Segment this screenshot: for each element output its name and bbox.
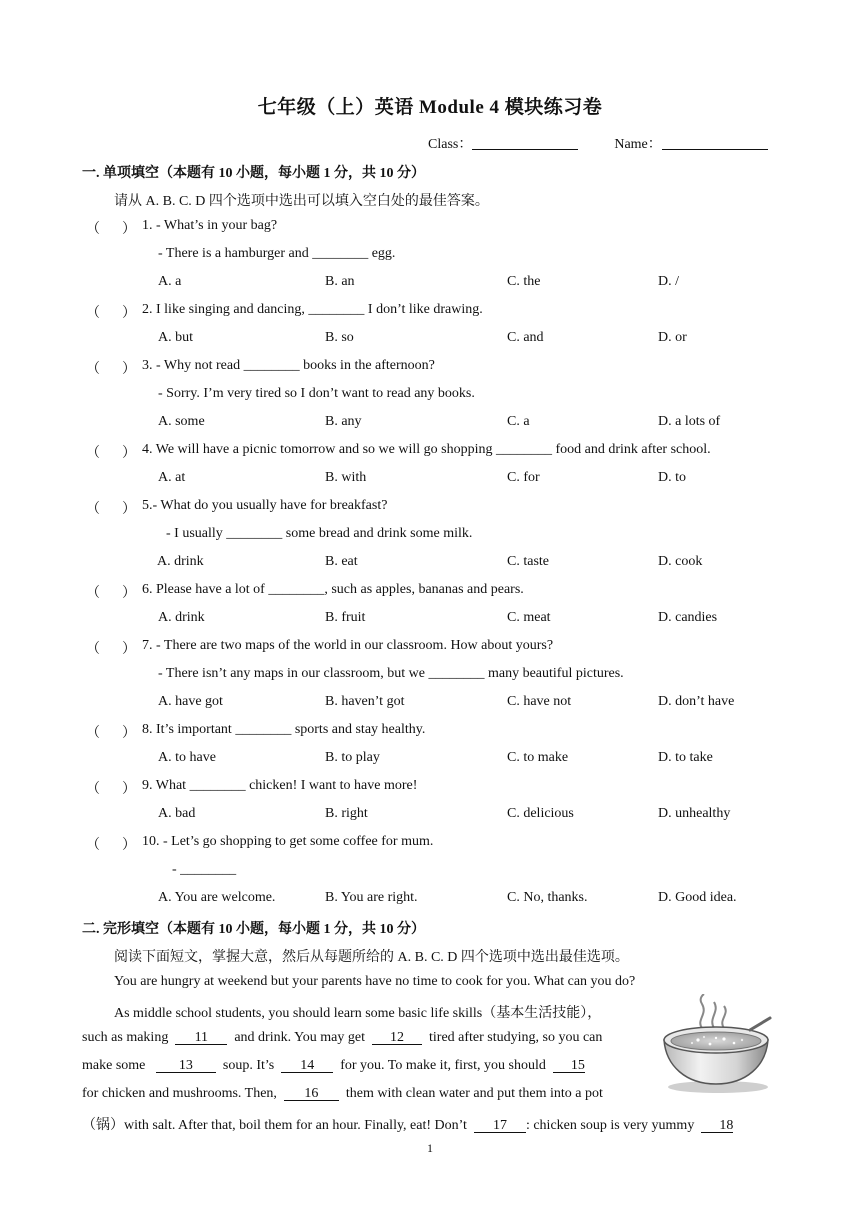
- option-d: D. a lots of: [658, 414, 721, 429]
- answer-paren: （ ）: [86, 642, 136, 657]
- option-b: B. an: [325, 274, 355, 289]
- question-text-2: - There is a hamburger and ________ egg.: [158, 246, 396, 261]
- name-label: Name：: [614, 137, 662, 152]
- option-a: A. at: [158, 470, 186, 485]
- question-text-2: - I usually ________ some bread and drink some milk.: [166, 526, 473, 541]
- option-a: A. drink: [158, 610, 205, 625]
- question-text: 3. - Why not read ________ books in the afternoon?: [142, 358, 435, 373]
- option-c: C. No, thanks.: [507, 890, 588, 905]
- option-d: D. don’t have: [658, 694, 735, 709]
- option-c: C. a: [507, 414, 530, 429]
- option-d: D. to: [658, 470, 686, 485]
- cloze-blank-11[interactable]: 11: [175, 1031, 227, 1045]
- option-c: C. and: [507, 330, 544, 345]
- answer-paren: （ ）: [86, 502, 136, 517]
- answer-paren: （ ）: [86, 782, 136, 797]
- option-a: A. drink: [157, 554, 204, 569]
- answer-paren: （ ）: [86, 838, 136, 853]
- question-text-2: - There isn’t any maps in our classroom, but we ________ many beautiful pictures.: [158, 666, 624, 681]
- option-b: B. with: [325, 470, 367, 485]
- option-b: B. fruit: [325, 610, 366, 625]
- option-b: B. You are right.: [325, 890, 418, 905]
- page-title: 七年级（上）英语 Module 4 模块练习卷: [257, 97, 603, 118]
- option-b: B. to play: [325, 750, 380, 765]
- option-b: B. any: [325, 414, 362, 429]
- passage-line-1: You are hungry at weekend but your parents have no time to cook for you. What can you do?: [114, 974, 636, 989]
- class-blank: [472, 135, 578, 150]
- cloze-blank-12[interactable]: 12: [372, 1031, 422, 1045]
- student-info-line: [428, 133, 768, 153]
- section2-heading: 二. 完形填空（本题有 10 小题，每小题 1 分，共 10 分）: [82, 922, 425, 937]
- option-d: D. to take: [658, 750, 713, 765]
- option-d: D. cook: [658, 554, 703, 569]
- question-text: 2. I like singing and dancing, ________ I don’t like drawing.: [142, 302, 483, 317]
- question-text: 5.- What do you usually have for breakfast?: [142, 498, 388, 513]
- passage-line-2: As middle school students, you should learn some basic life skills（基本生活技能），: [114, 1006, 602, 1021]
- answer-paren: （ ）: [86, 726, 136, 741]
- passage-line-3: such as making 11 and drink. You may get 12 tired after studying, so you can: [82, 1030, 603, 1045]
- soup-bowl-illustration: [658, 994, 772, 1094]
- option-d: D. candies: [658, 610, 718, 625]
- answer-paren: （ ）: [86, 362, 136, 377]
- option-b: B. right: [325, 806, 368, 821]
- option-d: D. /: [658, 274, 679, 289]
- option-a: A. bad: [158, 806, 196, 821]
- option-a: A. to have: [158, 750, 216, 765]
- question-text: 8. It’s important ________ sports and stay healthy.: [142, 722, 426, 737]
- cloze-blank-16[interactable]: 16: [284, 1087, 339, 1101]
- option-a: A. a: [158, 274, 182, 289]
- option-c: C. to make: [507, 750, 569, 765]
- option-d: D. or: [658, 330, 687, 345]
- option-a: A. You are welcome.: [158, 890, 276, 905]
- cloze-blank-17[interactable]: 17: [474, 1119, 526, 1133]
- cloze-blank-13[interactable]: 13: [156, 1059, 216, 1073]
- option-c: C. have not: [507, 694, 572, 709]
- question-text: 1. - What’s in your bag?: [142, 218, 278, 233]
- question-text-2: - ________: [172, 862, 237, 877]
- option-b: B. eat: [325, 554, 358, 569]
- option-c: C. for: [507, 470, 540, 485]
- question-text: 10. - Let’s go shopping to get some coffee for mum.: [142, 834, 434, 849]
- answer-paren: （ ）: [86, 586, 136, 601]
- option-a: A. some: [158, 414, 205, 429]
- question-text: 9. What ________ chicken! I want to have more!: [142, 778, 418, 793]
- section1-heading: 一. 单项填空（本题有 10 小题，每小题 1 分，共 10 分）: [82, 166, 425, 181]
- cloze-blank-15[interactable]: 15: [553, 1059, 585, 1073]
- question-text: 4. We will have a picnic tomorrow and so we will go shopping ________ food and drink after school.: [142, 442, 711, 457]
- option-b: B. so: [325, 330, 354, 345]
- option-c: C. taste: [507, 554, 549, 569]
- passage-line-4: make some 13 soup. It’s 14 for you. To make it, first, you should 15: [82, 1058, 585, 1073]
- answer-paren: （ ）: [86, 306, 136, 321]
- option-c: C. meat: [507, 610, 551, 625]
- passage-line-6: （锅）with salt. After that, boil them for an hour. Finally, eat! Don’t 17 : chicken soup is very yummy 18: [82, 1118, 734, 1133]
- cloze-blank-18[interactable]: 18: [701, 1119, 733, 1133]
- question-text: 7. - There are two maps of the world in our classroom. How about yours?: [142, 638, 554, 653]
- page-number: 1: [427, 1141, 433, 1155]
- section1-instruction: 请从 A. B. C. D 四个选项中选出可以填入空白处的最佳答案。: [114, 194, 489, 209]
- section2-instruction: 阅读下面短文，掌握大意，然后从每题所给的 A. B. C. D 四个选项中选出最佳选项。: [114, 950, 629, 965]
- option-b: B. haven’t got: [325, 694, 405, 709]
- option-d: D. unhealthy: [658, 806, 731, 821]
- question-text: 6. Please have a lot of ________, such as apples, bananas and pears.: [142, 582, 524, 597]
- option-a: A. have got: [158, 694, 223, 709]
- class-label: Class：: [428, 137, 473, 152]
- question-text-2: - Sorry. I’m very tired so I don’t want to read any books.: [158, 386, 475, 401]
- answer-paren: （ ）: [86, 222, 136, 237]
- option-c: C. the: [507, 274, 541, 289]
- option-a: A. but: [158, 330, 193, 345]
- cloze-blank-14[interactable]: 14: [281, 1059, 333, 1073]
- option-d: D. Good idea.: [658, 890, 737, 905]
- answer-paren: （ ）: [86, 446, 136, 461]
- option-c: C. delicious: [507, 806, 574, 821]
- name-blank: [662, 135, 768, 150]
- passage-line-5: for chicken and mushrooms. Then, 16 them with clean water and put them into a pot: [82, 1086, 603, 1101]
